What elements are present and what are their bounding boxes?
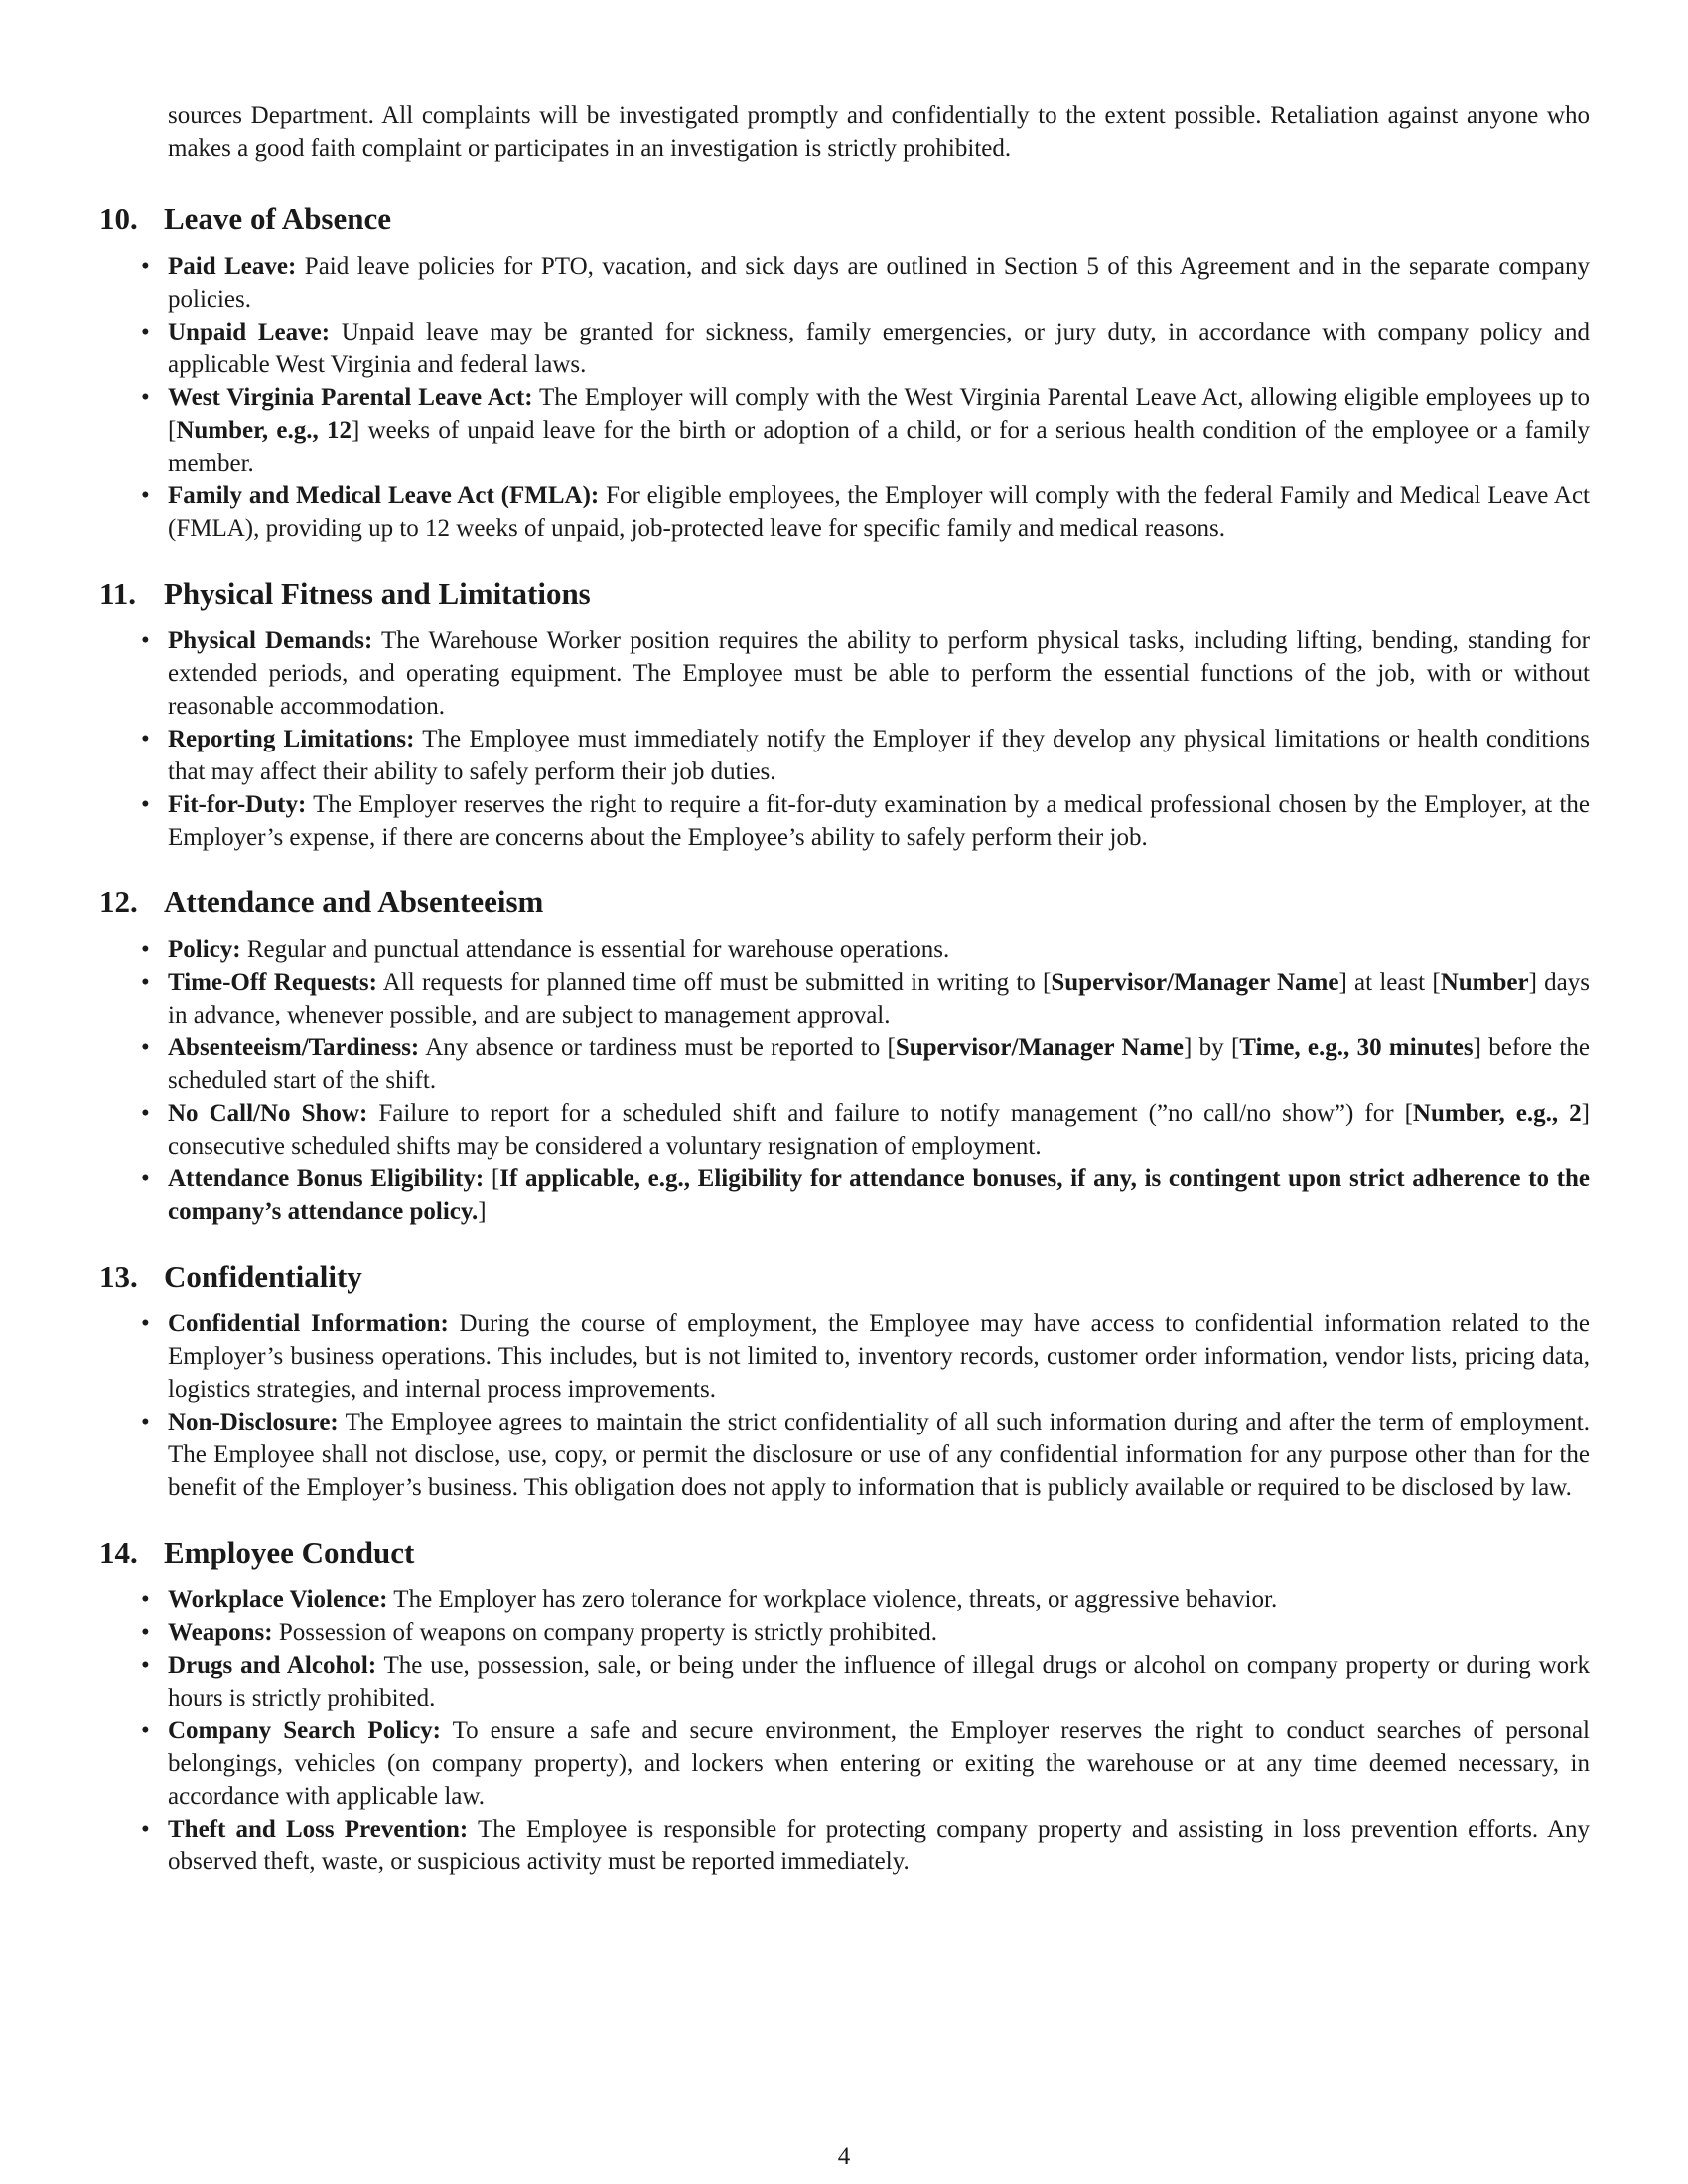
list-item bbox=[141, 624, 1590, 723]
list-item bbox=[141, 1307, 1590, 1406]
item-text: ] by [ bbox=[1184, 1034, 1240, 1061]
item-lead: Theft and Loss Prevention: bbox=[168, 1816, 469, 1843]
item-lead: West Virginia Parental Leave Act: bbox=[168, 384, 533, 411]
list-item bbox=[141, 479, 1590, 545]
item-lead: Absenteeism/Tardiness: bbox=[168, 1034, 420, 1061]
section-14 bbox=[99, 1532, 1590, 1878]
list-item bbox=[141, 250, 1590, 316]
item-lead: Non-Disclosure: bbox=[168, 1409, 339, 1435]
section-heading bbox=[99, 199, 1590, 240]
bullet-icon: • bbox=[141, 1100, 150, 1127]
section-title: Attendance and Absenteeism bbox=[164, 885, 544, 919]
section-heading bbox=[99, 573, 1590, 614]
item-lead: Time-Off Requests: bbox=[168, 969, 377, 996]
item-text: The Employee is responsible for protecting company property and assisting in loss prevention efforts. Any observed theft, waste, or suspicious activity must be reported immediately. bbox=[168, 1816, 1591, 1875]
list-item bbox=[141, 1406, 1590, 1504]
sections-container bbox=[99, 199, 1590, 1906]
section-title: Leave of Absence bbox=[164, 202, 392, 236]
item-text: To ensure a safe and secure environment, the Employer reserves the right to conduct searches of personal belongings, vehicles (on company property), and lockers when entering or exiting the warehouse or at any time deemed necessary, in accordance with applicable law. bbox=[168, 1717, 1591, 1810]
section-title: Employee Conduct bbox=[164, 1535, 415, 1570]
placeholder-text: Supervisor/Manager Name bbox=[895, 1034, 1184, 1061]
item-text: ] weeks of unpaid leave for the birth or adoption of a child, or for a serious health condition of the employee or a family member. bbox=[168, 417, 1590, 477]
item-lead: Drugs and Alcohol: bbox=[168, 1652, 377, 1679]
section-12 bbox=[99, 882, 1590, 1228]
section-number: 14. bbox=[99, 1535, 138, 1570]
list-item bbox=[141, 381, 1590, 479]
bullet-icon: • bbox=[141, 1034, 150, 1061]
list-item bbox=[141, 1649, 1590, 1714]
item-lead: Physical Demands: bbox=[168, 627, 373, 654]
list-item bbox=[141, 1813, 1591, 1878]
section-number: 11. bbox=[99, 576, 137, 611]
placeholder-text: Number, e.g., 12 bbox=[176, 417, 352, 444]
list-item bbox=[141, 1616, 1590, 1649]
list-item bbox=[141, 1714, 1591, 1813]
item-text: The use, possession, sale, or being under the influence of illegal drugs or alcohol on company property or during work hours is strictly prohibited. bbox=[168, 1652, 1590, 1711]
item-text: Regular and punctual attendance is essential for warehouse operations. bbox=[240, 936, 950, 963]
bullet-icon: • bbox=[141, 384, 150, 411]
item-text: The Employee agrees to maintain the strict confidentiality of all such information during and after the term of employment. The Employee shall not disclose, use, copy, or permit the disclosure or use of any confidential information for any purpose other than for the benefit of the Employer’s business. This obligation does not apply to information that is publicly available or required to be disclosed by law. bbox=[168, 1409, 1590, 1501]
section-10 bbox=[99, 199, 1590, 545]
bullet-icon: • bbox=[141, 1816, 150, 1843]
bullet-icon: • bbox=[141, 726, 150, 752]
item-text: ] before the scheduled start of the shift. bbox=[168, 1034, 1590, 1094]
item-text: Paid leave policies for PTO, vacation, and sick days are outlined in Section 5 of this Agreement and in the separate company policies. bbox=[168, 253, 1590, 313]
section-11 bbox=[99, 573, 1590, 854]
item-text: Any absence or tardiness must be reported to [ bbox=[419, 1034, 896, 1061]
continuation-paragraph: sources Department. All complaints will be investigated promptly and confidentially to the extent possible. Retaliation against anyone who makes a good faith complaint or participates in an investigation is strictly prohibited. bbox=[168, 102, 1590, 162]
item-text: Failure to report for a scheduled shift and failure to notify management (”no call/no show”) for [ bbox=[367, 1100, 1413, 1127]
section-number: 10. bbox=[99, 202, 138, 236]
item-text: ] at least [ bbox=[1338, 969, 1441, 996]
placeholder-text: Time, e.g., 30 minutes bbox=[1239, 1034, 1474, 1061]
placeholder-text: Supervisor/Manager Name bbox=[1051, 969, 1339, 996]
bullet-list bbox=[99, 1583, 1590, 1878]
bullet-list bbox=[99, 933, 1590, 1228]
item-lead: Policy: bbox=[168, 936, 241, 963]
item-text: The Employer has zero tolerance for workplace violence, threats, or aggressive behavior. bbox=[387, 1586, 1278, 1613]
item-text: ] consecutive scheduled shifts may be considered a voluntary resignation of employment. bbox=[168, 1100, 1590, 1160]
item-text: The Employee must immediately notify the Employer if they develop any physical limitations or health conditions that may affect their ability to safely perform their job duties. bbox=[168, 726, 1591, 785]
item-text: The Employer reserves the right to require a fit-for-duty examination by a medical professional chosen by the Employer, at the Employer’s expense, if there are concerns about the Employee’s ability to safely perform their job. bbox=[168, 791, 1590, 851]
item-text: The Employer will comply with the West Virginia Parental Leave Act, allowing eligible employees up to [ bbox=[168, 384, 1590, 444]
bullet-icon: • bbox=[141, 1717, 150, 1744]
bullet-icon: • bbox=[141, 319, 150, 345]
bullet-icon: • bbox=[141, 627, 150, 654]
section-title: Physical Fitness and Limitations bbox=[164, 576, 591, 611]
list-item bbox=[141, 1162, 1590, 1228]
section-number: 12. bbox=[99, 885, 138, 919]
item-text: For eligible employees, the Employer will comply with the federal Family and Medical Leave Act (FMLA), providing up to 12 weeks of unpaid, job-protected leave for specific family and medical reasons. bbox=[168, 482, 1590, 542]
item-lead: Workplace Violence: bbox=[168, 1586, 388, 1613]
item-lead: Attendance Bonus Eligibility: bbox=[168, 1165, 485, 1192]
item-lead: Company Search Policy: bbox=[168, 1717, 442, 1744]
section-heading bbox=[99, 882, 1590, 923]
bullet-icon: • bbox=[141, 1310, 150, 1337]
item-text: All requests for planned time off must be submitted in writing to [ bbox=[376, 969, 1052, 996]
item-lead: Reporting Limitations: bbox=[168, 726, 415, 752]
page-number: 4 bbox=[837, 2143, 851, 2170]
list-item bbox=[141, 788, 1590, 854]
placeholder-text: Number bbox=[1440, 969, 1529, 996]
item-text: The Warehouse Worker position requires the ability to perform physical tasks, including lifting, bending, standing for extended periods, and operating equipment. The Employee must be able to perform the essential functions of the job, with or without reasonable accommodation. bbox=[168, 627, 1590, 720]
bullet-icon: • bbox=[141, 1409, 150, 1435]
list-item bbox=[141, 316, 1591, 381]
list-item bbox=[141, 933, 1590, 966]
item-lead: Unpaid Leave: bbox=[168, 319, 331, 345]
item-lead: Weapons: bbox=[168, 1619, 273, 1646]
item-text: Unpaid leave may be granted for sickness, family emergencies, or jury duty, in accordance with company policy and applicable West Virginia and federal laws. bbox=[168, 319, 1591, 378]
item-lead: No Call/No Show: bbox=[168, 1100, 368, 1127]
bullet-list bbox=[99, 250, 1590, 545]
list-item bbox=[141, 1031, 1590, 1097]
bullet-icon: • bbox=[141, 1586, 150, 1613]
bullet-icon: • bbox=[141, 791, 150, 818]
bullet-list bbox=[99, 1307, 1590, 1504]
section-heading bbox=[99, 1532, 1590, 1573]
item-text: During the course of employment, the Employee may have access to confidential information related to the Employer’s business operations. This includes, but is not limited to, inventory records, customer order information, vendor lists, pricing data, logistics strategies, and internal process improvements. bbox=[168, 1310, 1590, 1403]
item-lead: Paid Leave: bbox=[168, 253, 297, 280]
placeholder-text: If applicable, e.g., Eligibility for attendance bonuses, if any, is contingent upon strict adherence to the company’s attendance policy. bbox=[168, 1165, 1590, 1225]
list-item bbox=[141, 966, 1591, 1031]
section-heading bbox=[99, 1256, 1590, 1297]
bullet-icon: • bbox=[141, 1619, 150, 1646]
bullet-icon: • bbox=[141, 253, 150, 280]
item-lead: Family and Medical Leave Act (FMLA): bbox=[168, 482, 600, 509]
placeholder-text: Number, e.g., 2 bbox=[1412, 1100, 1582, 1127]
bullet-icon: • bbox=[141, 482, 150, 509]
item-text: Possession of weapons on company property is strictly prohibited. bbox=[272, 1619, 937, 1646]
bullet-icon: • bbox=[141, 969, 150, 996]
item-lead: Fit-for-Duty: bbox=[168, 791, 307, 818]
item-text: [ bbox=[484, 1165, 500, 1192]
item-text: ] bbox=[478, 1198, 487, 1225]
bullet-icon: • bbox=[141, 1652, 150, 1679]
list-item bbox=[141, 1097, 1590, 1162]
bullet-icon: • bbox=[141, 1165, 150, 1192]
section-13 bbox=[99, 1256, 1590, 1504]
item-text: ] days in advance, whenever possible, and are subject to management approval. bbox=[168, 969, 1591, 1028]
section-title: Confidentiality bbox=[164, 1259, 362, 1294]
bullet-icon: • bbox=[141, 936, 150, 963]
bullet-list bbox=[99, 624, 1590, 854]
list-item bbox=[141, 723, 1591, 788]
section-number: 13. bbox=[99, 1259, 138, 1294]
item-lead: Confidential Information: bbox=[168, 1310, 449, 1337]
list-item bbox=[141, 1583, 1590, 1616]
